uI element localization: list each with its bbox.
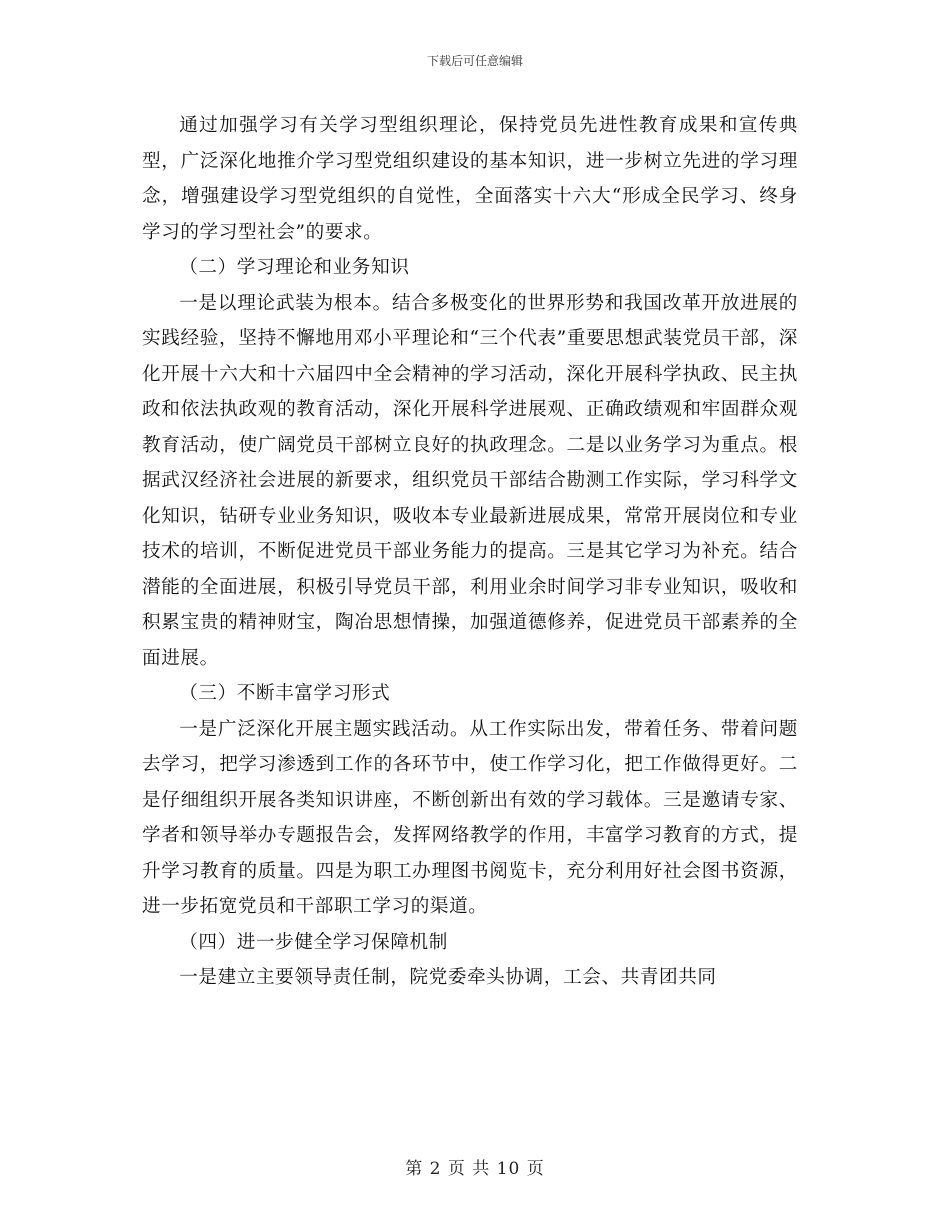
paragraph-intro: 通过加强学习有关学习型组织理论，保持党员先进性教育成果和宣传典型，广泛深化地推介学习型党组织建设的基本知识，进一步树立先进的学习理念，增强建设学习型党组织的自觉性，全面落实十六大“形成全民学习、终身学习的学习型社会”的要求。 — [142, 115, 798, 243]
section-heading-2: （二）学习理论和业务知识 — [179, 257, 410, 278]
paragraph-study-forms: 一是广泛深化开展主题实践活动。从工作实际出发，带着任务、带着问题去学习，把学习渗透到工作的各环节中，使工作学习化，把工作做得更好。二是仔细组织开展各类知识讲座，不断创新出有效的学习载体。三是邀请专家、学者和领导举办专题报告会，发挥网络教学的作用，丰富学习教育的方式，提升学习教育的质量。四是为职工办理图书阅览卡，充分利用好社会图书资源，进一步拓宽党员和干部职工学习的渠道。 — [142, 718, 798, 917]
paragraph-guarantee: 一是建立主要领导责任制，院党委牵头协调，工会、共青团共同 — [179, 967, 717, 988]
page-number-footer: 第 2 页 共 10 页 — [405, 1159, 545, 1179]
paragraph-theory-study: 一是以理论武装为根本。结合多极变化的世界形势和我国改革开放进展的实践经验，坚持不懈地用邓小平理论和“三个代表”重要思想武装党员干部，深化开展十六大和十六届四中全会精神的学习活动，深化开展科学执政、民主执政和依法执政观的教育活动，深化开展科学进展观、正确政绩观和牢固群众观教育活动，使广阔党员干部树立良好的执政理念。二是以业务学习为重点。根据武汉经济社会进展的新要求，组织党员干部结合勘测工作实际，学习科学文化知识，钻研专业业务知识，吸收本专业最新进展成果，常常开展岗位和专业技术的培训，不断促进党员干部业务能力的提高。三是其它学习为补充。结合潜能的全面进展，积极引导党员干部，利用业余时间学习非专业知识，吸收和积累宝贵的精神财宝，陶冶思想情操，加强道德修养，促进党员干部素养的全面进展。 — [142, 292, 798, 669]
section-heading-3: （三）不断丰富学习形式 — [179, 683, 391, 704]
section-heading-4: （四）进一步健全学习保障机制 — [179, 931, 448, 953]
header-note: 下载后可任意编辑 — [426, 54, 523, 68]
document-body — [142, 108, 798, 996]
